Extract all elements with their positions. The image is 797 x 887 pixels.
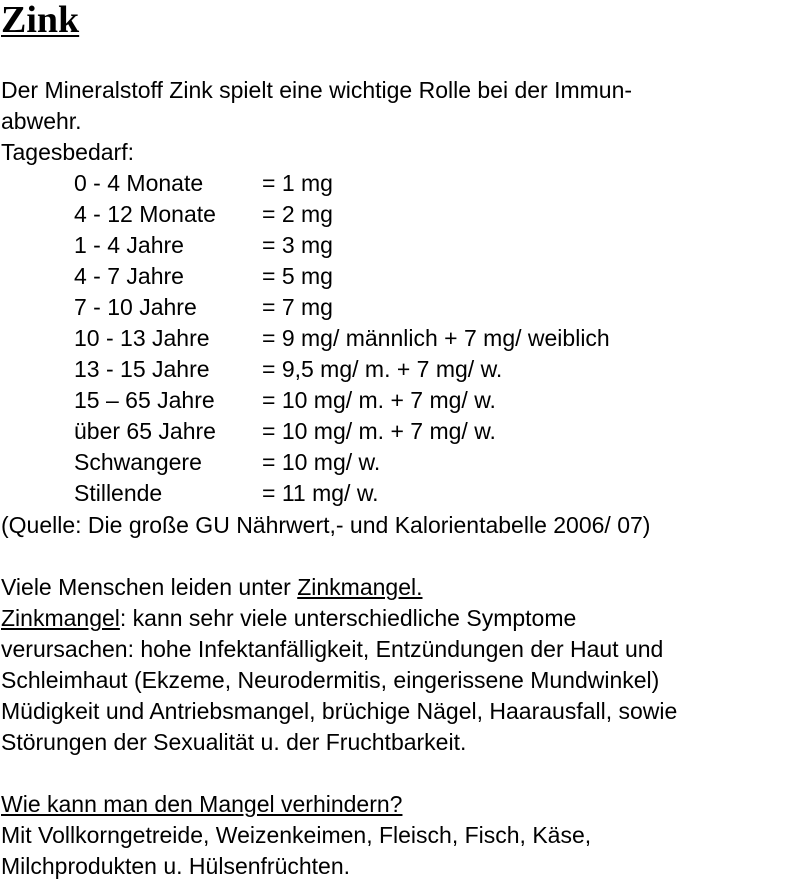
requirement-value: = 2 mg: [262, 201, 333, 227]
deficiency-sentence: [1, 572, 423, 603]
requirement-value: = 9 mg/ männlich + 7 mg/ weiblich: [262, 325, 610, 351]
age-group: Stillende: [74, 480, 163, 506]
symptoms-label: Zinkmangel: [1, 605, 120, 631]
age-group: Schwangere: [74, 449, 202, 475]
symptoms-line-2: verursachen: hohe Infektanfälligkeit, Entzündungen der Haut und: [1, 636, 664, 662]
table-row: [74, 230, 610, 261]
age-group: 4 - 12 Monate: [74, 201, 216, 227]
table-row: [74, 447, 610, 478]
requirement-value: = 10 mg/ m. + 7 mg/ w.: [262, 387, 496, 413]
requirement-value: = 1 mg: [262, 170, 333, 196]
deficiency-intro: Viele Menschen leiden unter: [1, 574, 298, 600]
prevention-line-2: Milchprodukten u. Hülsenfrüchten.: [1, 853, 351, 879]
table-row: [74, 199, 610, 230]
age-group: 10 - 13 Jahre: [74, 325, 210, 351]
table-row: [74, 168, 610, 199]
requirement-value: = 7 mg: [262, 294, 333, 320]
daily-label: Tagesbedarf:: [1, 139, 134, 165]
age-group: über 65 Jahre: [74, 418, 216, 444]
intro-line-1: Der Mineralstoff Zink spielt eine wichtige Rolle bei der Immun-: [1, 77, 633, 103]
source-citation: (Quelle: Die große GU Nährwert,- und Kalorientabelle 2006/ 07): [1, 512, 651, 538]
symptoms-line-1-text: : kann sehr viele unterschiedliche Symptome: [119, 605, 577, 631]
table-row: [74, 292, 610, 323]
age-group: 15 – 65 Jahre: [74, 387, 215, 413]
zinkmangel-link[interactable]: Zinkmangel.: [297, 574, 423, 600]
symptoms-line-1: [1, 603, 576, 634]
age-group: 1 - 4 Jahre: [74, 232, 184, 258]
table-row: [74, 354, 610, 385]
daily-requirement-table: [74, 168, 610, 509]
page-title: Zink: [1, 0, 80, 41]
age-group: 0 - 4 Monate: [74, 170, 204, 196]
prevention-question: Wie kann man den Mangel verhindern?: [1, 791, 403, 817]
table-row: [74, 478, 610, 509]
age-group: 13 - 15 Jahre: [74, 356, 210, 382]
symptoms-line-3: Schleimhaut (Ekzeme, Neurodermitis, eingerissene Mundwinkel): [1, 667, 660, 693]
requirement-value: = 10 mg/ m. + 7 mg/ w.: [262, 418, 496, 444]
prevention-line-1: Mit Vollkorngetreide, Weizenkeimen, Fleisch, Fisch, Käse,: [1, 822, 592, 848]
intro-line-2: abwehr.: [1, 108, 82, 134]
table-row: [74, 416, 610, 447]
symptoms-line-5: Störungen der Sexualität u. der Fruchtbarkeit.: [1, 729, 467, 755]
table-row: [74, 385, 610, 416]
symptoms-line-4: Müdigkeit und Antriebsmangel, brüchige Nägel, Haarausfall, sowie: [1, 698, 678, 724]
requirement-value: = 5 mg: [262, 263, 333, 289]
table-row: [74, 261, 610, 292]
requirement-value: = 10 mg/ w.: [262, 449, 381, 475]
table-row: [74, 323, 610, 354]
requirement-value: = 9,5 mg/ m. + 7 mg/ w.: [262, 356, 503, 382]
age-group: 7 - 10 Jahre: [74, 294, 197, 320]
requirement-value: = 11 mg/ w.: [262, 480, 379, 506]
age-group: 4 - 7 Jahre: [74, 263, 184, 289]
requirement-value: = 3 mg: [262, 232, 333, 258]
